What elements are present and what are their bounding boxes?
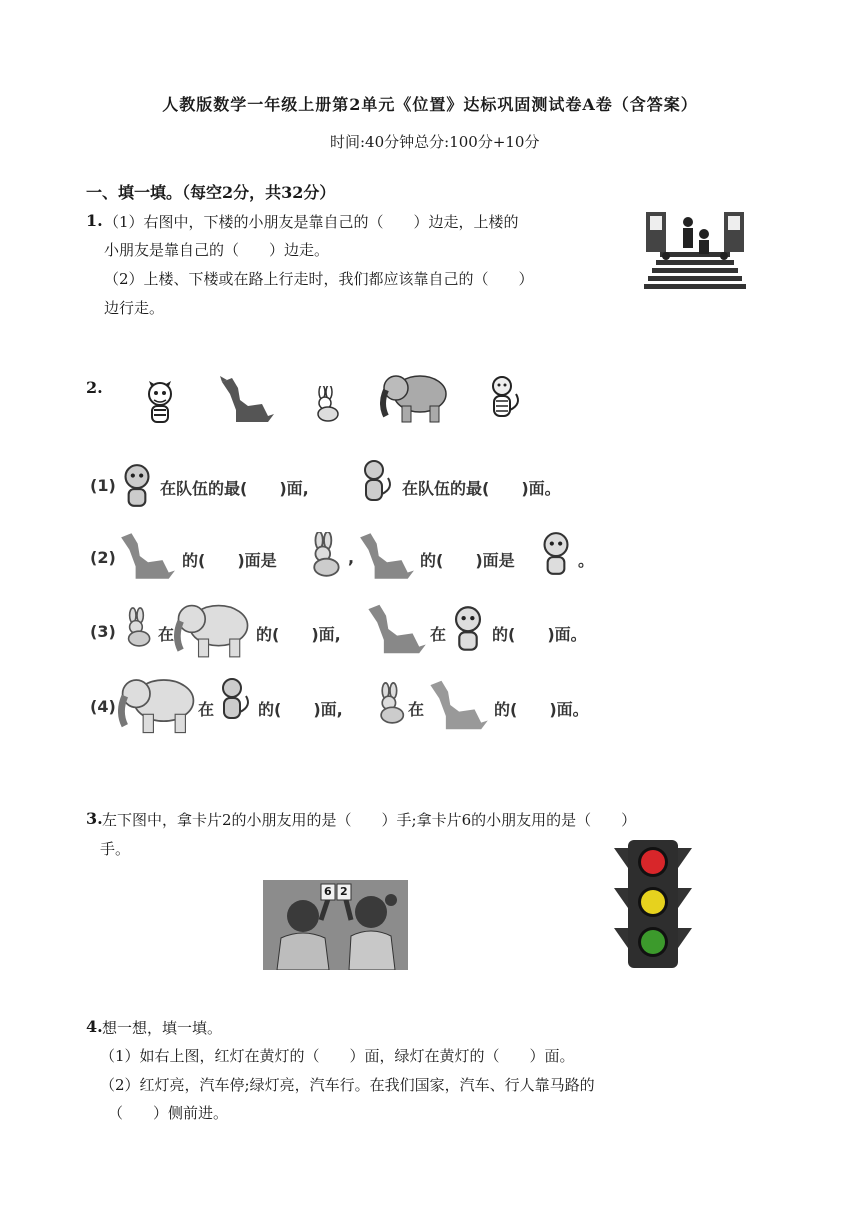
tiger-icon [117, 462, 157, 510]
q2-row4-text3: 在 [408, 700, 425, 719]
q2-row2-text2: , [348, 548, 355, 567]
tiger-icon [448, 604, 488, 654]
q1-line2: 小朋友是靠自己的（ ）边走。 [104, 241, 330, 259]
monkey-icon [355, 458, 399, 508]
q2-row3-text3: 在 [430, 625, 447, 644]
section-heading: 一、填一填。（每空2分，共32分） [86, 183, 336, 202]
traffic-light-illustration [614, 840, 692, 968]
q2-row3-text1: 在 [158, 625, 175, 644]
q2-number: 2. [86, 378, 103, 397]
exam-info: 时间:40分钟总分:100分+10分 [330, 133, 540, 151]
wolf-icon [426, 676, 490, 734]
elephant-icon [380, 370, 450, 424]
q2-row3-text2: 的( )面, [256, 625, 341, 644]
q4-line4: （ ）侧前进。 [108, 1104, 229, 1122]
q2-row4-text4: 的( )面。 [494, 700, 589, 719]
monkey-icon [486, 374, 524, 424]
tiger-icon [536, 530, 576, 578]
rabbit-icon [118, 606, 156, 650]
q2-row2-label: (2) [90, 548, 116, 567]
q2-row2-text1: 的( )面是 [182, 551, 277, 570]
wolf-icon [117, 528, 177, 584]
q4-line1: 想一想，填一填。 [102, 1019, 223, 1037]
rabbit-icon [308, 386, 344, 422]
q2-row1-text2: 在队伍的最( )面。 [402, 479, 561, 498]
q1-line3: （2）上楼、下楼或在路上行走时，我们都应该靠自己的（ ） [104, 270, 534, 288]
q2-row1-text1: 在队伍的最( )面, [160, 479, 309, 498]
q2-row2-text3: 的( )面是 [420, 551, 515, 570]
q4-line3: （2）红灯亮，汽车停;绿灯亮，汽车行。在我们国家，汽车、行人靠马路的 [100, 1076, 595, 1094]
q2-row2-text4: 。 [578, 551, 595, 570]
card-two: 2 [340, 885, 348, 898]
q3-line2: 手。 [100, 840, 131, 858]
rabbit-icon [302, 532, 346, 578]
rabbit-icon [370, 682, 410, 726]
q3-line1: 左下图中，拿卡片2的小朋友用的是（ ）手;拿卡片6的小朋友用的是（ ） [102, 811, 637, 829]
elephant-icon [118, 672, 198, 736]
q3-number: 3. [86, 809, 103, 828]
q4-number: 4. [86, 1017, 103, 1036]
card-six: 6 [324, 885, 332, 898]
q1-line1: （1）右图中，下楼的小朋友是靠自己的（ ）边走，上楼的 [104, 213, 519, 231]
stairs-illustration [640, 208, 750, 290]
q2-row4-label: (4) [90, 697, 116, 716]
q2-row3-text4: 的( )面。 [492, 625, 587, 644]
q1-line4: 边行走。 [104, 299, 165, 317]
q2-row4-text1: 在 [198, 700, 215, 719]
q2-row3-label: (3) [90, 622, 116, 641]
q2-row4-text2: 的( )面, [258, 700, 343, 719]
elephant-icon [174, 598, 252, 660]
wolf-icon [218, 376, 276, 424]
q2-row1-label: (1) [90, 476, 116, 495]
tiger-icon [142, 380, 178, 426]
kids-with-cards-illustration [263, 880, 408, 970]
wolf-icon [364, 600, 428, 658]
wolf-icon [356, 528, 416, 584]
q4-line2: （1）如右上图，红灯在黄灯的（ ）面，绿灯在黄灯的（ ）面。 [100, 1047, 575, 1065]
monkey-icon [214, 676, 256, 726]
page-title: 人教版数学一年级上册第2单元《位置》达标巩固测试卷A卷（含答案） [162, 95, 698, 114]
q1-number: 1. [86, 211, 103, 230]
